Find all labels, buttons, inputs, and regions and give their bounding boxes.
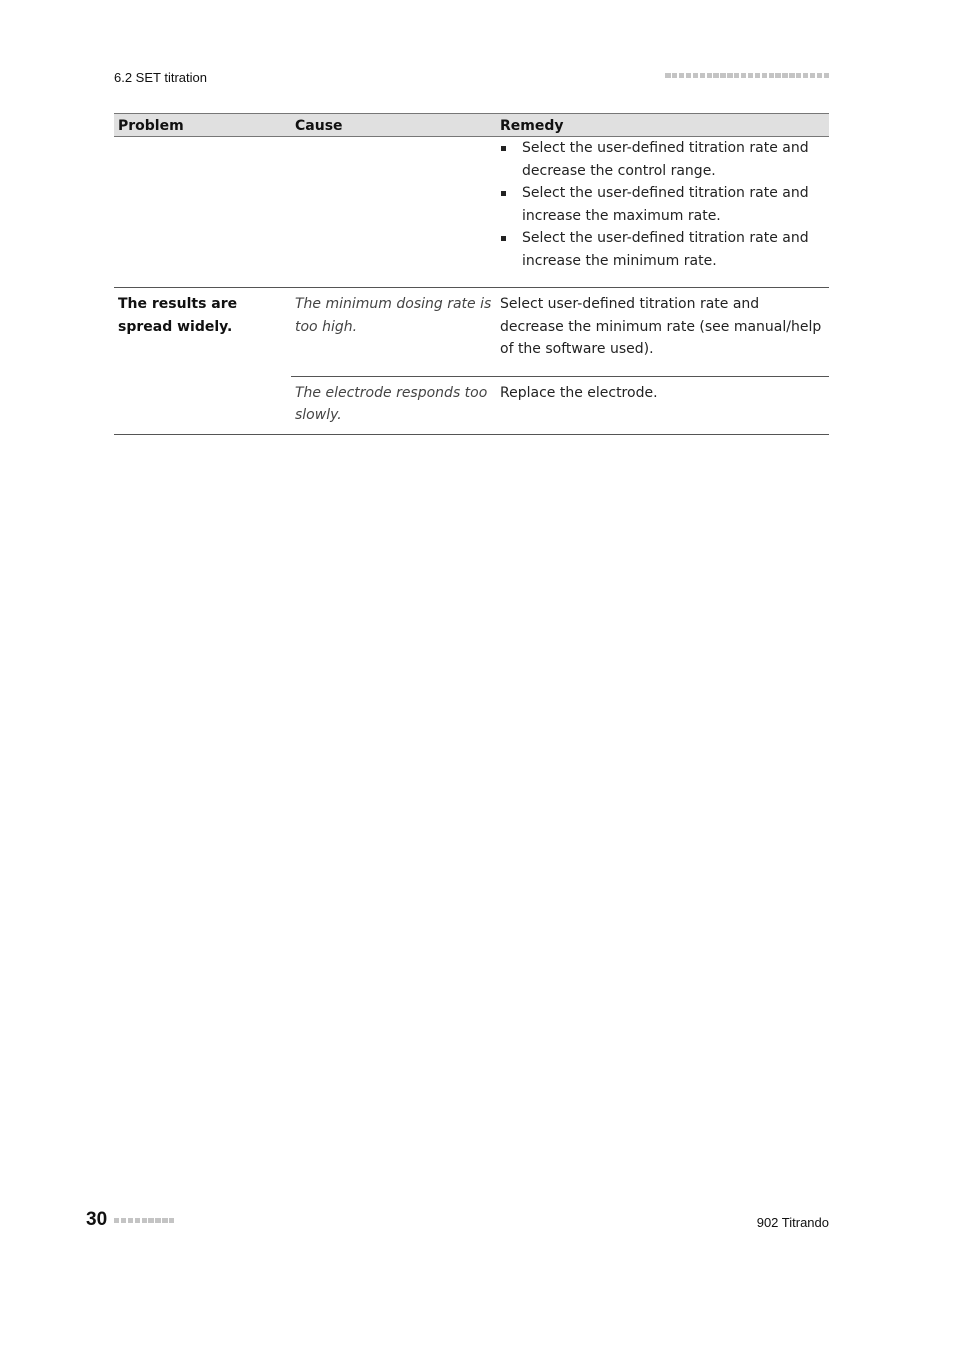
list-item: Select the user-defined titration rate and increase the minimum rate. (500, 227, 825, 272)
cause-cell (291, 137, 496, 288)
problem-cell (114, 288, 291, 435)
problem-text: The results are spread widely. (118, 296, 238, 335)
column-header-remedy: Remedy (496, 114, 829, 137)
column-header-problem: Problem (114, 114, 291, 137)
list-item: Select the user-defined titration rate and decrease the control range. (500, 137, 825, 182)
remedy-list (500, 137, 825, 272)
cause-cell: The electrode responds too slowly. (291, 376, 496, 434)
document-title: 902 Titrando (756, 1215, 829, 1230)
page-number: 30 (86, 1209, 108, 1230)
remedy-cell: Replace the electrode. (496, 376, 829, 434)
footer-decorative-squares (114, 1218, 174, 1223)
column-header-cause: Cause (291, 114, 496, 137)
cause-cell: The minimum dosing rate is too high. (291, 288, 496, 377)
running-header-section: 6.2 SET titration (114, 70, 207, 85)
problem-cell (114, 137, 291, 288)
troubleshooting-table (114, 113, 829, 435)
remedy-cell: Select user-defined titration rate and decrease the minimum rate (see manual/help of the software used). (496, 288, 829, 377)
table-header-row (114, 114, 829, 137)
list-item: Select the user-defined titration rate and increase the maximum rate. (500, 182, 825, 227)
table-row (114, 137, 829, 288)
remedy-cell (496, 137, 829, 288)
table-row (114, 288, 829, 377)
header-decorative-squares (665, 73, 829, 78)
